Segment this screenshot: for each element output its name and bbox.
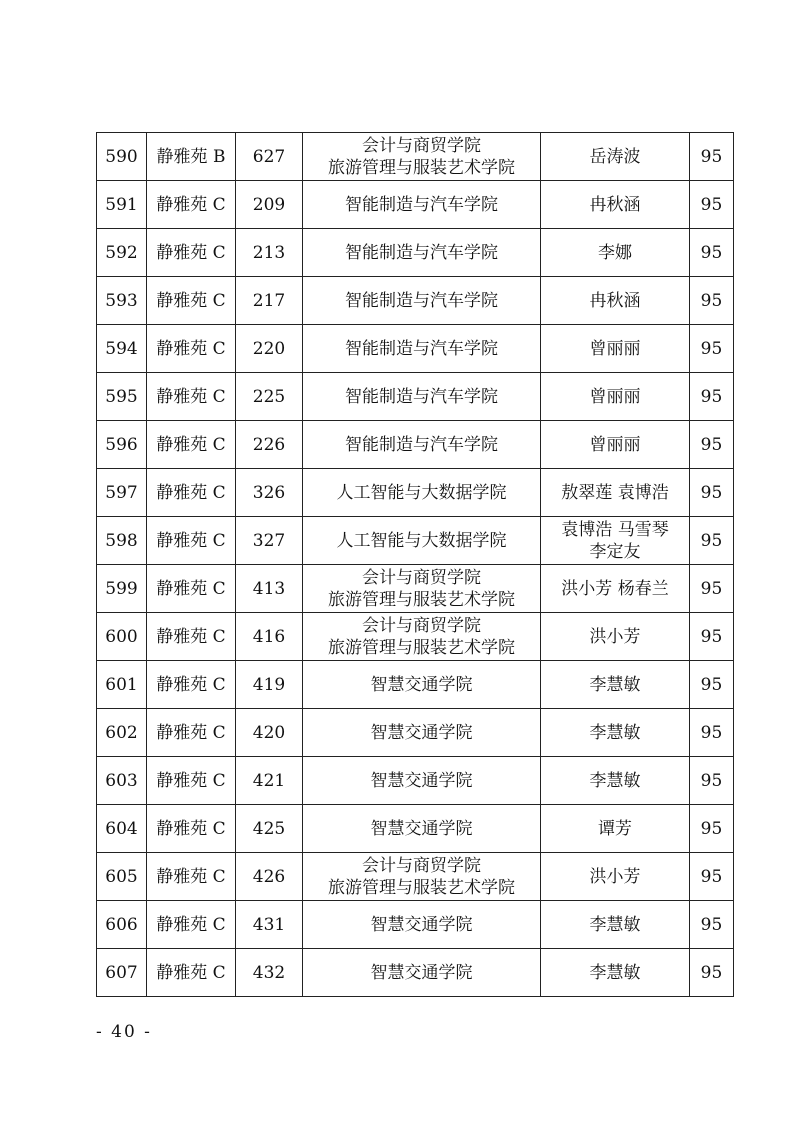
cell-number: 607 <box>97 949 147 997</box>
cell-teacher-line: 李慧敏 <box>589 770 641 791</box>
cell-score: 95 <box>690 277 734 325</box>
cell-number: 603 <box>97 757 147 805</box>
cell-teacher-line: 曾丽丽 <box>589 338 641 359</box>
cell-building: 静雅苑 C <box>147 661 236 709</box>
cell-score: 95 <box>690 901 734 949</box>
cell-room: 627 <box>236 133 303 181</box>
cell-teacher-line: 冉秋涵 <box>589 194 641 215</box>
cell-teacher-line: 李娜 <box>598 242 632 263</box>
cell-room: 431 <box>236 901 303 949</box>
cell-room: 217 <box>236 277 303 325</box>
cell-score: 95 <box>690 613 734 661</box>
cell-number: 592 <box>97 229 147 277</box>
cell-college <box>303 661 541 709</box>
cell-score: 95 <box>690 325 734 373</box>
cell-score: 95 <box>690 373 734 421</box>
cell-building: 静雅苑 C <box>147 421 236 469</box>
cell-room: 220 <box>236 325 303 373</box>
cell-college-line: 智能制造与汽车学院 <box>345 338 498 359</box>
cell-teacher <box>541 709 690 757</box>
cell-teacher <box>541 757 690 805</box>
cell-room: 209 <box>236 181 303 229</box>
cell-college-line: 智慧交通学院 <box>370 770 473 791</box>
cell-teacher <box>541 373 690 421</box>
cell-teacher <box>541 469 690 517</box>
cell-teacher <box>541 181 690 229</box>
cell-teacher-line: 袁博浩 马雪琴 <box>561 519 669 540</box>
table-row <box>97 373 734 421</box>
cell-building: 静雅苑 C <box>147 901 236 949</box>
cell-building: 静雅苑 C <box>147 757 236 805</box>
cell-college <box>303 517 541 565</box>
table-row <box>97 181 734 229</box>
cell-score: 95 <box>690 949 734 997</box>
cell-college-line: 智慧交通学院 <box>370 818 473 839</box>
cell-college-line: 智能制造与汽车学院 <box>345 290 498 311</box>
cell-score: 95 <box>690 709 734 757</box>
cell-score: 95 <box>690 757 734 805</box>
cell-college-line: 智能制造与汽车学院 <box>345 242 498 263</box>
cell-building: 静雅苑 C <box>147 949 236 997</box>
cell-building: 静雅苑 C <box>147 277 236 325</box>
cell-college-line: 智慧交通学院 <box>370 674 473 695</box>
cell-score: 95 <box>690 805 734 853</box>
cell-building: 静雅苑 C <box>147 565 236 613</box>
cell-number: 601 <box>97 661 147 709</box>
table-row <box>97 853 734 901</box>
table-row <box>97 661 734 709</box>
cell-teacher <box>541 901 690 949</box>
cell-teacher <box>541 853 690 901</box>
cell-number: 598 <box>97 517 147 565</box>
cell-college <box>303 613 541 661</box>
table-row <box>97 277 734 325</box>
cell-teacher-line: 谭芳 <box>598 818 632 839</box>
cell-room: 416 <box>236 613 303 661</box>
cell-number: 605 <box>97 853 147 901</box>
cell-college-line: 旅游管理与服装艺术学院 <box>328 877 515 898</box>
cell-college-line: 智能制造与汽车学院 <box>345 194 498 215</box>
cell-number: 591 <box>97 181 147 229</box>
cell-building: 静雅苑 C <box>147 229 236 277</box>
dormitory-score-table <box>96 132 734 997</box>
cell-teacher-line: 曾丽丽 <box>589 386 641 407</box>
cell-teacher <box>541 421 690 469</box>
cell-number: 599 <box>97 565 147 613</box>
cell-building: 静雅苑 C <box>147 181 236 229</box>
cell-college <box>303 853 541 901</box>
cell-college <box>303 469 541 517</box>
cell-college-line: 旅游管理与服装艺术学院 <box>328 157 515 178</box>
cell-room: 421 <box>236 757 303 805</box>
cell-college-line: 人工智能与大数据学院 <box>336 482 507 503</box>
cell-room: 213 <box>236 229 303 277</box>
cell-score: 95 <box>690 181 734 229</box>
cell-number: 594 <box>97 325 147 373</box>
cell-room: 226 <box>236 421 303 469</box>
cell-teacher-line: 洪小芳 <box>589 866 641 887</box>
cell-teacher <box>541 277 690 325</box>
cell-college <box>303 229 541 277</box>
cell-number: 593 <box>97 277 147 325</box>
table-row <box>97 133 734 181</box>
table-row <box>97 709 734 757</box>
cell-college-line: 智慧交通学院 <box>370 914 473 935</box>
cell-teacher-line: 岳涛波 <box>589 146 641 167</box>
cell-teacher-line: 李慧敏 <box>589 674 641 695</box>
cell-room: 419 <box>236 661 303 709</box>
cell-building: 静雅苑 C <box>147 853 236 901</box>
cell-teacher-line: 洪小芳 杨春兰 <box>561 578 669 599</box>
table-row <box>97 901 734 949</box>
cell-college <box>303 133 541 181</box>
cell-number: 600 <box>97 613 147 661</box>
table-row <box>97 565 734 613</box>
cell-college <box>303 901 541 949</box>
table-row <box>97 949 734 997</box>
cell-teacher <box>541 517 690 565</box>
cell-teacher-line: 敖翠莲 袁博浩 <box>561 482 669 503</box>
cell-room: 225 <box>236 373 303 421</box>
cell-college <box>303 373 541 421</box>
cell-college <box>303 421 541 469</box>
cell-room: 413 <box>236 565 303 613</box>
cell-college <box>303 949 541 997</box>
cell-number: 602 <box>97 709 147 757</box>
cell-college-line: 会计与商贸学院 <box>362 855 481 876</box>
cell-college-line: 会计与商贸学院 <box>362 135 481 156</box>
cell-college <box>303 277 541 325</box>
cell-score: 95 <box>690 661 734 709</box>
cell-building: 静雅苑 C <box>147 613 236 661</box>
cell-teacher <box>541 325 690 373</box>
cell-teacher-line: 李慧敏 <box>589 914 641 935</box>
cell-number: 590 <box>97 133 147 181</box>
cell-college-line: 人工智能与大数据学院 <box>336 530 507 551</box>
cell-room: 432 <box>236 949 303 997</box>
cell-building: 静雅苑 B <box>147 133 236 181</box>
cell-number: 595 <box>97 373 147 421</box>
cell-teacher-line: 洪小芳 <box>589 626 641 647</box>
cell-teacher-line: 李慧敏 <box>589 962 641 983</box>
table-row <box>97 229 734 277</box>
cell-room: 420 <box>236 709 303 757</box>
cell-score: 95 <box>690 229 734 277</box>
cell-college <box>303 325 541 373</box>
cell-score: 95 <box>690 565 734 613</box>
cell-college-line: 智慧交通学院 <box>370 962 473 983</box>
cell-teacher <box>541 229 690 277</box>
cell-building: 静雅苑 C <box>147 325 236 373</box>
cell-building: 静雅苑 C <box>147 373 236 421</box>
cell-teacher <box>541 661 690 709</box>
cell-score: 95 <box>690 517 734 565</box>
table-row <box>97 421 734 469</box>
table-row <box>97 805 734 853</box>
cell-number: 604 <box>97 805 147 853</box>
page-number: - 40 - <box>96 1022 152 1042</box>
cell-college-line: 旅游管理与服装艺术学院 <box>328 589 515 610</box>
cell-score: 95 <box>690 853 734 901</box>
cell-number: 597 <box>97 469 147 517</box>
cell-college-line: 会计与商贸学院 <box>362 567 481 588</box>
cell-college <box>303 181 541 229</box>
cell-teacher <box>541 949 690 997</box>
cell-teacher <box>541 613 690 661</box>
table-row <box>97 517 734 565</box>
table-row <box>97 469 734 517</box>
table-row <box>97 757 734 805</box>
cell-room: 425 <box>236 805 303 853</box>
cell-score: 95 <box>690 469 734 517</box>
cell-teacher <box>541 565 690 613</box>
cell-college-line: 旅游管理与服装艺术学院 <box>328 637 515 658</box>
cell-teacher-line: 李慧敏 <box>589 722 641 743</box>
cell-room: 326 <box>236 469 303 517</box>
cell-teacher <box>541 805 690 853</box>
cell-college <box>303 709 541 757</box>
cell-college <box>303 565 541 613</box>
cell-college-line: 智能制造与汽车学院 <box>345 386 498 407</box>
cell-college <box>303 805 541 853</box>
cell-teacher-line: 曾丽丽 <box>589 434 641 455</box>
cell-building: 静雅苑 C <box>147 805 236 853</box>
table-body <box>97 133 734 997</box>
cell-number: 596 <box>97 421 147 469</box>
cell-teacher-line: 李定友 <box>589 541 641 562</box>
cell-building: 静雅苑 C <box>147 709 236 757</box>
cell-teacher-line: 冉秋涵 <box>589 290 641 311</box>
cell-building: 静雅苑 C <box>147 469 236 517</box>
cell-score: 95 <box>690 421 734 469</box>
cell-room: 426 <box>236 853 303 901</box>
cell-college-line: 智慧交通学院 <box>370 722 473 743</box>
cell-college-line: 智能制造与汽车学院 <box>345 434 498 455</box>
cell-college <box>303 757 541 805</box>
table-row <box>97 613 734 661</box>
cell-score: 95 <box>690 133 734 181</box>
table-row <box>97 325 734 373</box>
cell-teacher <box>541 133 690 181</box>
cell-building: 静雅苑 C <box>147 517 236 565</box>
cell-number: 606 <box>97 901 147 949</box>
cell-college-line: 会计与商贸学院 <box>362 615 481 636</box>
cell-room: 327 <box>236 517 303 565</box>
